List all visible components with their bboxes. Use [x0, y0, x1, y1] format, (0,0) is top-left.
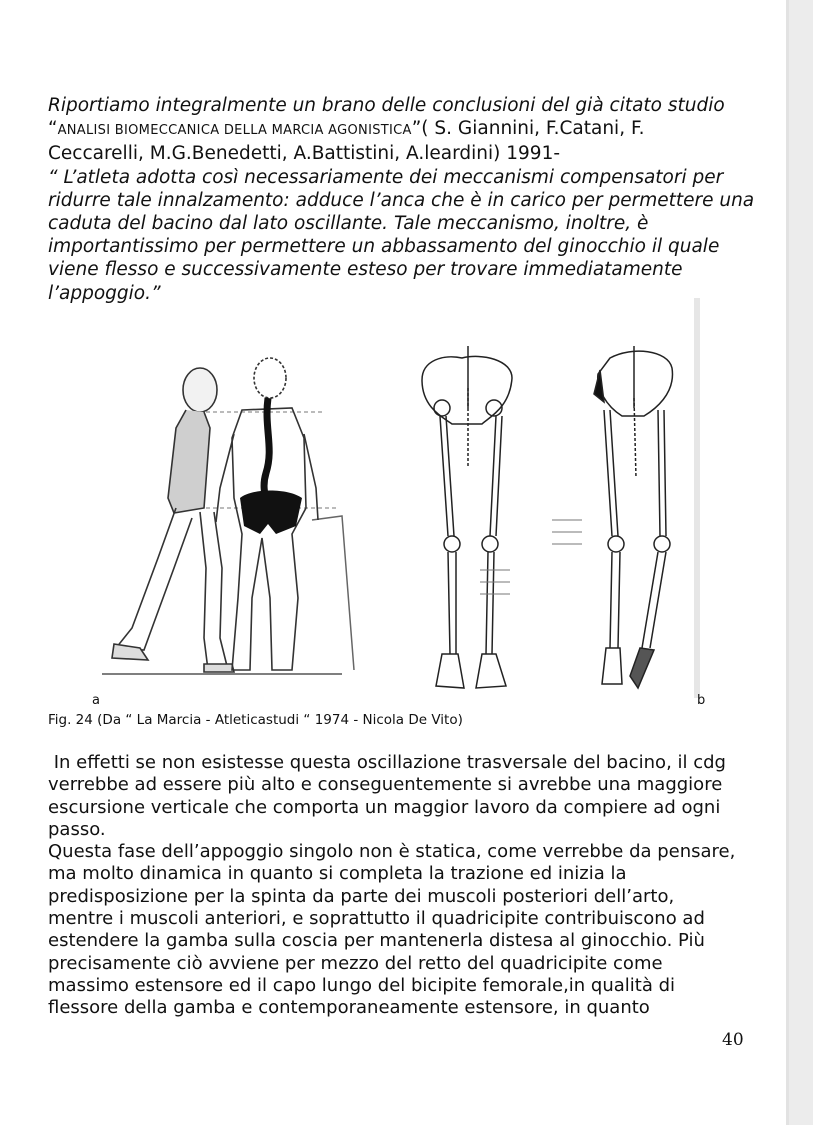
- study-authors: ”( S. Giannini, F.Catani, F.: [411, 118, 645, 140]
- quote-line: “ L’atleta adotta così necessariamente dei meccanismi compensatori per: [48, 166, 724, 188]
- body-text: [48, 752, 776, 1020]
- text-line: Questa fase dell’appoggio singolo non è statica, come verrebbe da pensare,: [48, 841, 736, 863]
- quote-line: ridurre tale innalzamento: adduce l’anca che è in carico per permettere una: [48, 189, 755, 211]
- quote-line-citation: [48, 117, 776, 142]
- figure-caption: Fig. 24 (Da “ La Marcia - Atleticastudi “ 1974 - Nicola De Vito): [48, 712, 463, 728]
- text-line: escursione verticale che comporta un maggior lavoro da compiere ad ogni: [48, 796, 721, 818]
- paragraph: [48, 752, 776, 841]
- skeleton-front-view: [422, 346, 512, 688]
- skeleton-oblique-view: [594, 346, 672, 688]
- pelvis: [240, 491, 302, 535]
- anatomy-figure: [92, 298, 702, 698]
- text-line: mentre i muscoli anteriori, e soprattutto il quadricipite contribuiscono ad: [48, 908, 705, 930]
- quote-line: l’appoggio.”: [48, 282, 161, 304]
- measurement-notes: [480, 520, 582, 594]
- figure-label-a: a: [92, 693, 100, 708]
- figure-label-b: b: [697, 693, 706, 708]
- text-line: In effetti se non esistesse questa oscillazione trasversale del bacino, il cdg: [48, 752, 726, 773]
- quote-line: viene flesso e successivamente esteso per trovare immediatamente: [48, 259, 683, 281]
- study-title: ANALISI BIOMECCANICA DELLA MARCIA AGONISTICA: [57, 123, 412, 139]
- quote-line-authors: Ceccarelli, M.G.Benedetti, A.Battistini, A.leardini) 1991-: [48, 143, 561, 165]
- text-line: estendere la gamba sulla coscia per mantenerla distesa al ginocchio. Più: [48, 930, 705, 952]
- text-line: flessore della gamba e contemporaneamente estensore, in quanto: [48, 997, 650, 1019]
- page-number: 40: [722, 1030, 744, 1050]
- quote-line: importantissimo per permettere un abbassamento del ginocchio il quale: [48, 236, 720, 258]
- text-line: massimo estensore ed il capo lungo del bicipite femorale,in qualità di: [48, 974, 676, 996]
- text-line: predisposizione per la spinta da parte dei muscoli posteriori dell’arto,: [48, 885, 675, 907]
- text-line: ma molto dinamica in quanto si completa la trazione ed inizia la: [48, 863, 627, 885]
- figure-shadow: [694, 298, 700, 698]
- anatomy-illustration: [92, 298, 702, 698]
- text-line: precisamente ciò avviene per mezzo del retto del quadricipite come: [48, 952, 663, 974]
- quote-open-mark: “: [48, 118, 58, 140]
- page-gutter: [789, 0, 813, 1125]
- quote-line: Riportiamo integralmente un brano delle conclusioni del già citato studio: [48, 95, 725, 116]
- quoted-passage: [48, 94, 776, 305]
- text-line: passo.: [48, 818, 106, 840]
- page-edge: [786, 0, 789, 1125]
- text-line: verrebbe ad essere più alto e conseguentemente si avrebbe una maggiore: [48, 774, 723, 796]
- paragraph: [48, 841, 776, 1019]
- support-stand: [312, 516, 354, 670]
- quote-line: caduta del bacino dal lato oscillante. Tale meccanismo, inoltre, è: [48, 213, 649, 235]
